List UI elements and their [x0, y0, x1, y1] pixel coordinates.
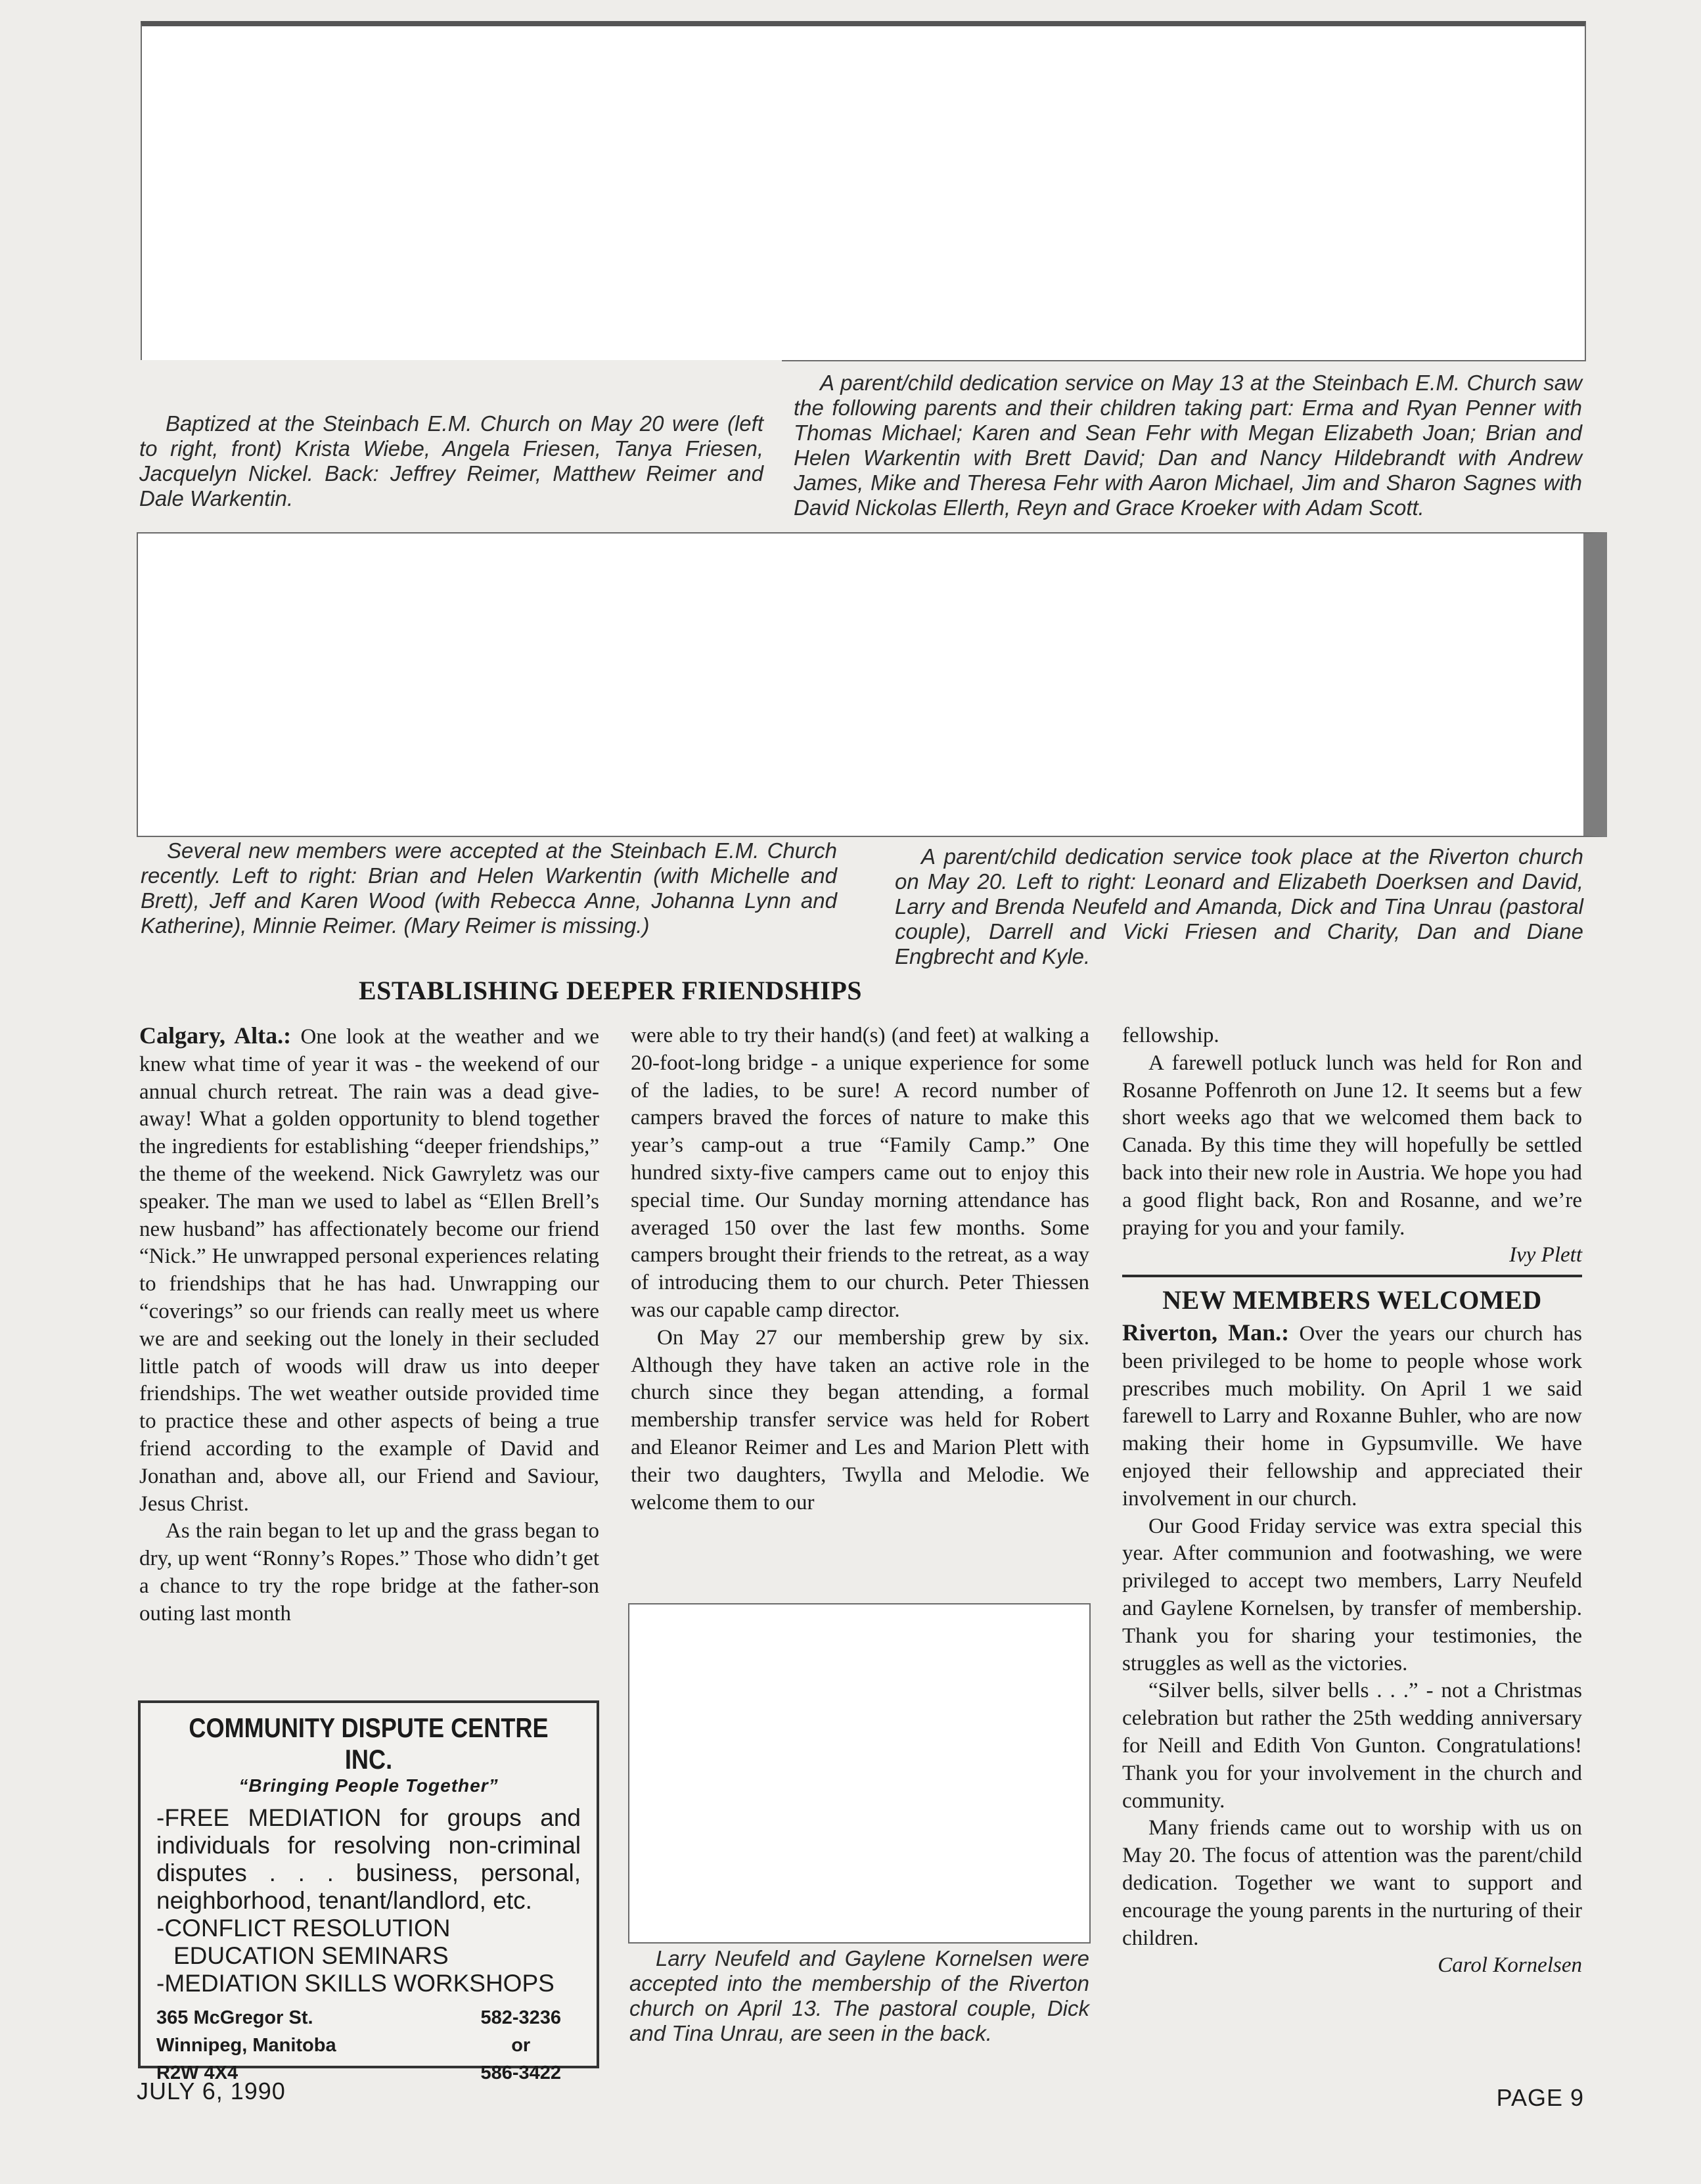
photo-neufeld-kornelsen [628, 1603, 1091, 1944]
article2-paragraph-2: Our Good Friday service was extra special this year. After communion and footwashing, we were privileged to accept two members, Larry Neufeld and Gaylene Kornelsen, by transfer of membership. Thank you for sharing your testimonies, the struggles as well as the victories. [1122, 1514, 1582, 1675]
ad-contact [156, 2004, 581, 2087]
column-1 [139, 1022, 599, 1628]
ad-title: COMMUNITY DISPUTE CENTRE INC. [189, 1712, 549, 1775]
article1-paragraph-5: fellowship. [1122, 1024, 1219, 1047]
article1-paragraph-1: Calgary, Alta.: One look at the weather and we knew what time of year it was - the weekend of our annual church retreat. The rain was a dead give-away! What a golden opportunity to blend together the ingredients for establishing “deeper friendships,” the theme of the weekend. Nick Gawryletz was our speaker. The man we used to label as “Ellen Brell’s new husband” has affectionately become our friend “Nick.” He unwrapped personal experiences relating to friendships that he has had. Unwrapping our “coverings” so our friends can really meet us where we are and seeking out the lonely in their secluded little patch of woods will draw us into deeper friendships. The wet weather outside provided time to practice these and other aspects of being a true friend according to the example of David and Jonathan and, above all, our Friend and Saviour, Jesus Christ. [139, 1022, 599, 1516]
ad-phones: 582-3236 or 586-3422 [480, 2007, 561, 2083]
ad-item-seminars: EDUCATION SEMINARS [173, 1942, 449, 1969]
column-2 [631, 1022, 1089, 1516]
article1-paragraph-3: were able to try their hand(s) (and feet) at walking a 20-foot-long bridge - a unique experience for some of the ladies, to be sure! A record number of campers braved the forces of nature to make this year’s camp-out a true “Family Camp.” One hundred sixty-five campers came out to enjoy this special time. Our Sunday morning attendance has averaged 150 over the last few months. Some campers brought their friends to the retreat, as a way of introducing them to our church. Peter Thiessen was our capable camp director. [631, 1024, 1089, 1322]
dateline-calgary: Calgary, Alta.: [139, 1022, 292, 1049]
footer-date: JULY 6, 1990 [137, 2078, 286, 2104]
ad-address: 365 McGregor St. Winnipeg, Manitoba R2W 4X4 [156, 2007, 336, 2083]
article2-paragraph-3: “Silver bells, silver bells . . .” - not a Christmas celebration but rather the 25th wedding anniversary for Neill and Edith Von Gunton. Congratulations! Thank you for your involvement in the church and community. [1122, 1679, 1582, 1813]
article1-paragraph-4: On May 27 our membership grew by six. Although they have taken an active role in the church since they began attending, a formal membership transfer service was held for Robert and Eleanor Reimer and Les and Marion Plett with their two daughters, Twylla and Melodie. We welcome them to our [631, 1325, 1089, 1514]
headline-new-members: NEW MEMBERS WELCOMED [1162, 1285, 1542, 1315]
article1-paragraph-6: A farewell potluck lunch was held for Ron and Rosanne Poffenroth on June 12. It seems but a few short weeks ago that we welcomed them back to Canada. By this time they will hopefully be settled back into their new role in Austria. We hope you had a good flight back, Ron and Rosanne, and we’re praying for you and your family. [1122, 1051, 1582, 1240]
caption-baptized: Baptized at the Steinbach E.M. Church on May 20 were (left to right, front) Krista Wiebe, Angela Friesen, Tanya Friesen, Jacquelyn Nickel. Back: Jeffrey Reimer, Matthew Reimer and Dale Warkentin. [139, 411, 763, 511]
headline-deeper-friendships: ESTABLISHING DEEPER FRIENDSHIPS [358, 976, 863, 1005]
photo-baptized-and-dedication [141, 21, 1586, 361]
ad-services [156, 1804, 581, 1997]
dateline-riverton: Riverton, Man.: [1122, 1319, 1290, 1346]
article1-paragraph-2: As the rain began to let up and the grass began to dry, up went “Ronny’s Ropes.” Those who didn’t get a chance to try the rope bridge at the father-son outing last month [139, 1519, 599, 1626]
ad-item-mediation: -FREE MEDIATION for groups and individuals for resolving non-criminal disputes . . . business, personal, neighborhood, tenant/landlord, etc. [156, 1804, 581, 1914]
article2-paragraph-1: Riverton, Man.: Over the years our church has been privileged to be home to people whose work prescribes much mobility. On April 1 we said farewell to Larry and Roxanne Buhler, who are now making their home in Gypsumville. We have enjoyed their fellowship and appreciated their involvement in our church. [1122, 1319, 1582, 1511]
photo-new-members [137, 532, 1607, 837]
ad-item-workshops: -MEDIATION SKILLS WORKSHOPS [156, 1970, 555, 1997]
caption-dedication-riverton: A parent/child dedication service took place at the Riverton church on May 20. Left to right: Leonard and Elizabeth Doerksen and David, Larry and Brenda Neufeld and Amanda, Dick and Tina Unrau (pastoral couple), Darrell and Vicki Friesen and Charity, Dan and Diane Engbrecht and Kyle. [895, 844, 1583, 968]
ad-item-conflict: -CONFLICT RESOLUTION [156, 1915, 451, 1942]
caption-dedication-steinbach: A parent/child dedication service on May 13 at the Steinbach E.M. Church saw the following parents and their children taking part: Erma and Ryan Penner with Thomas Michael; Karen and Sean Fehr with Megan Elizabeth Joan; Brian and Helen Warkentin with Brett David; Dan and Nancy Hildebrandt with Andrew James, Mike and Theresa Fehr with Aaron Michael, Jim and Sharon Sagnes with David Nickolas Ellerth, Reyn and Grace Kroeker with Adam Scott. [794, 371, 1582, 520]
signature-carol-kornelsen: Carol Kornelsen [1438, 1953, 1582, 1978]
ad-community-dispute-centre [138, 1700, 599, 2083]
caption-neufeld-kornelsen: Larry Neufeld and Gaylene Kornelsen were accepted into the membership of the Riverton church on April 13. The pastoral couple, Dick and Tina Unrau, are seen in the back. [629, 1946, 1089, 2045]
footer-page-number: PAGE 9 [1496, 2084, 1584, 2111]
column-3 [1122, 1022, 1582, 1980]
signature-ivy-plett: Ivy Plett [1509, 1243, 1582, 1267]
caption-new-members: Several new members were accepted at the Steinbach E.M. Church recently. Left to right: Brian and Helen Warkentin (with Michelle and Brett), Jeff and Karen Wood (with Rebecca Anne, Johanna Lynn and Katherine), Minnie Reimer. (Mary Reimer is missing.) [141, 838, 837, 938]
section-divider [1122, 1275, 1582, 1277]
ad-tagline: “Bringing People Together” [238, 1775, 499, 1796]
photo-gap-left [0, 360, 782, 406]
article2-paragraph-4: Many friends came out to worship with us on May 20. The focus of attention was the parent/child dedication. Together we want to support and encourage the young parents in the nurturing of their children. [1122, 1816, 1582, 1950]
